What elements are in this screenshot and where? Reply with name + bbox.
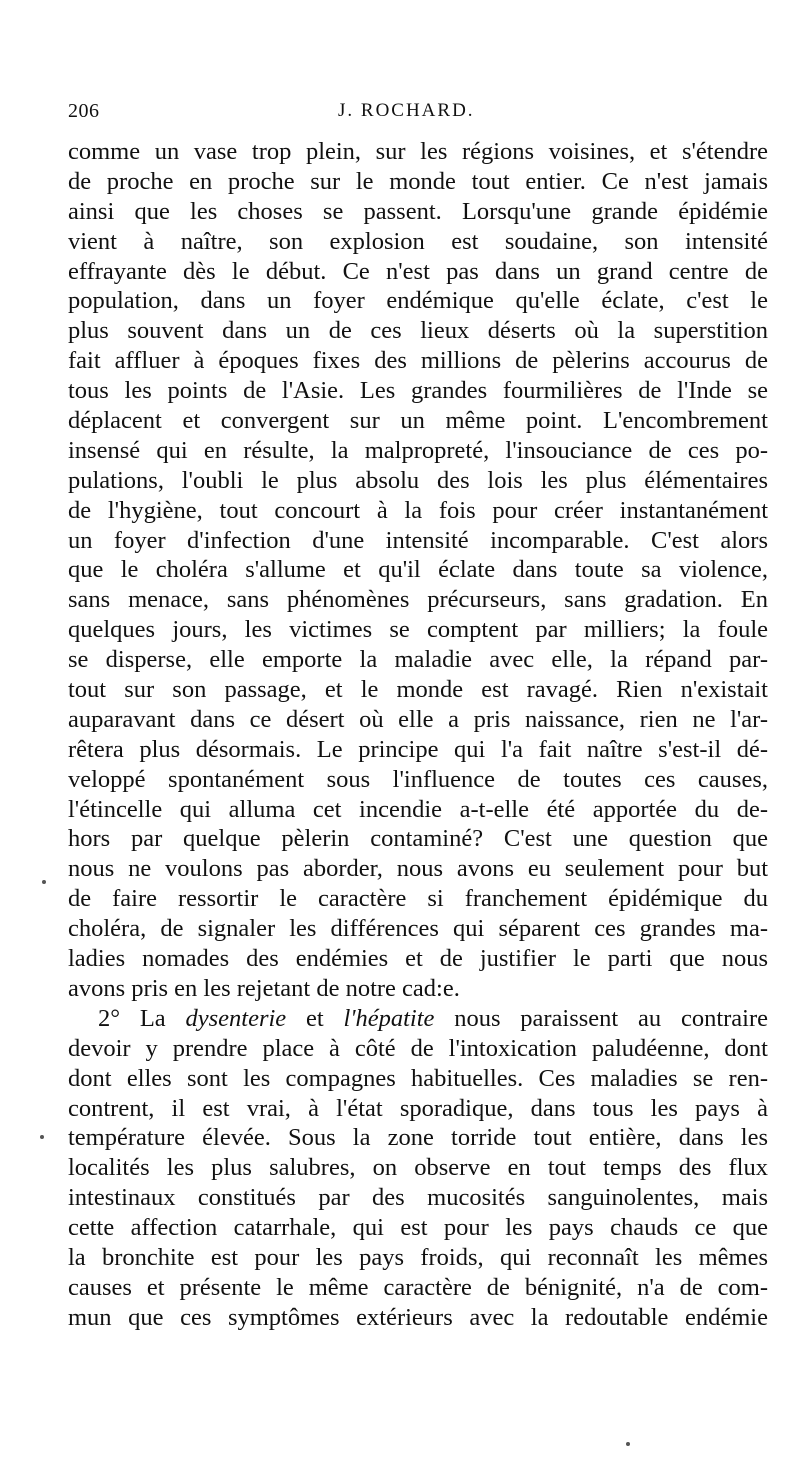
text-line: de faire ressortir le caractère si franchement épidémique du bbox=[68, 885, 768, 913]
text-line: plus souvent dans un de ces lieux déserts où la superstition bbox=[68, 317, 768, 345]
text-line: tout sur son passage, et le monde est ravagé. Rien n'existait bbox=[68, 676, 768, 704]
text-line: effrayante dès le début. Ce n'est pas dans un grand centre de bbox=[68, 257, 768, 285]
text-line: 2° La dysenterie et l'hépatite nous paraissent au contraire bbox=[98, 1004, 768, 1032]
text-line: auparavant dans ce désert où elle a pris naissance, rien ne l'ar- bbox=[68, 705, 768, 733]
text-line: choléra, de signaler les différences qui séparent ces grandes ma- bbox=[68, 915, 768, 943]
text-line: déplacent et convergent sur un même point. L'encombrement bbox=[68, 407, 768, 435]
text-line: de l'hygiène, tout concourt à la fois pour créer instantanément bbox=[68, 496, 768, 524]
page-number: 206 bbox=[68, 100, 100, 122]
print-speck bbox=[626, 1442, 630, 1446]
text-line: veloppé spontanément sous l'influence de toutes ces causes, bbox=[68, 765, 768, 793]
body-text bbox=[68, 137, 768, 1333]
text-line: rêtera plus désormais. Le principe qui l'a fait naître s'est-il dé- bbox=[68, 735, 768, 763]
text-line: comme un vase trop plein, sur les régions voisines, et s'étendre bbox=[68, 138, 768, 165]
text-line: nous ne voulons pas aborder, nous avons eu seulement pour but bbox=[68, 855, 768, 883]
text-line: devoir y prendre place à côté de l'intoxication paludéenne, dont bbox=[68, 1034, 768, 1062]
text-line: tous les points de l'Asie. Les grandes fourmilières de l'Inde se bbox=[68, 377, 768, 405]
text-line: dont elles sont les compagnes habituelles. Ces maladies se ren- bbox=[68, 1064, 768, 1092]
text-line: hors par quelque pèlerin contaminé? C'est une question que bbox=[68, 825, 768, 853]
text-line: l'étincelle qui alluma cet incendie a-t-elle été apportée du de- bbox=[68, 795, 768, 823]
running-head bbox=[68, 100, 768, 126]
text-line: de proche en proche sur le monde tout entier. Ce n'est jamais bbox=[68, 167, 768, 195]
text-line: la bronchite est pour les pays froids, qui reconnaît les mêmes bbox=[68, 1243, 768, 1271]
text-line: quelques jours, les victimes se comptent par milliers; la foule bbox=[68, 616, 768, 644]
text-line: localités les plus salubres, on observe en tout temps des flux bbox=[68, 1154, 768, 1182]
term-hepatite: l'hépatite bbox=[343, 1004, 435, 1032]
text-line: avons pris en les rejetant de notre cad:e. bbox=[68, 974, 460, 1002]
print-speck bbox=[40, 1135, 44, 1139]
text-line: intestinaux constitués par des mucosités sanguinolentes, mais bbox=[68, 1184, 768, 1212]
text-line: vient à naître, son explosion est soudaine, son intensité bbox=[68, 227, 768, 255]
text-line: sans menace, sans phénomènes précurseurs, sans gradation. En bbox=[68, 586, 768, 614]
term-dysenterie: dysenterie bbox=[185, 1004, 287, 1032]
text-line: insensé qui en résulte, la malpropreté, l'insouciance de ces po- bbox=[68, 436, 768, 464]
text-line: population, dans un foyer endémique qu'elle éclate, c'est le bbox=[68, 287, 768, 315]
text-line: fait affluer à époques fixes des millions de pèlerins accourus de bbox=[68, 347, 768, 375]
text-line: causes et présente le même caractère de bénignité, n'a de com- bbox=[68, 1273, 768, 1301]
text-line: pulations, l'oubli le plus absolu des lois les plus élémentaires bbox=[68, 466, 768, 494]
text-line: ainsi que les choses se passent. Lorsqu'une grande épidémie bbox=[68, 197, 768, 225]
text-line: température élevée. Sous la zone torride tout entière, dans les bbox=[68, 1124, 768, 1152]
paragraph-1 bbox=[68, 137, 768, 1004]
text-line: que le choléra s'allume et qu'il éclate dans toute sa violence, bbox=[68, 556, 768, 584]
text-line: ladies nomades des endémies et de justifier le parti que nous bbox=[68, 945, 768, 973]
running-title: J. ROCHARD. bbox=[338, 100, 475, 121]
text-line: contrent, il est vrai, à l'état sporadique, dans tous les pays à bbox=[68, 1094, 768, 1122]
text-line: un foyer d'infection d'une intensité incomparable. C'est alors bbox=[68, 526, 768, 554]
text-line: se disperse, elle emporte la maladie avec elle, la répand par- bbox=[68, 646, 768, 674]
text-line: mun que ces symptômes extérieurs avec la redoutable endémie bbox=[68, 1303, 768, 1331]
section-number: 2° La bbox=[98, 1004, 186, 1032]
print-speck bbox=[42, 880, 46, 884]
text-line: cette affection catarrhale, qui est pour les pays chauds ce que bbox=[68, 1214, 768, 1242]
paragraph-2 bbox=[68, 1004, 768, 1333]
